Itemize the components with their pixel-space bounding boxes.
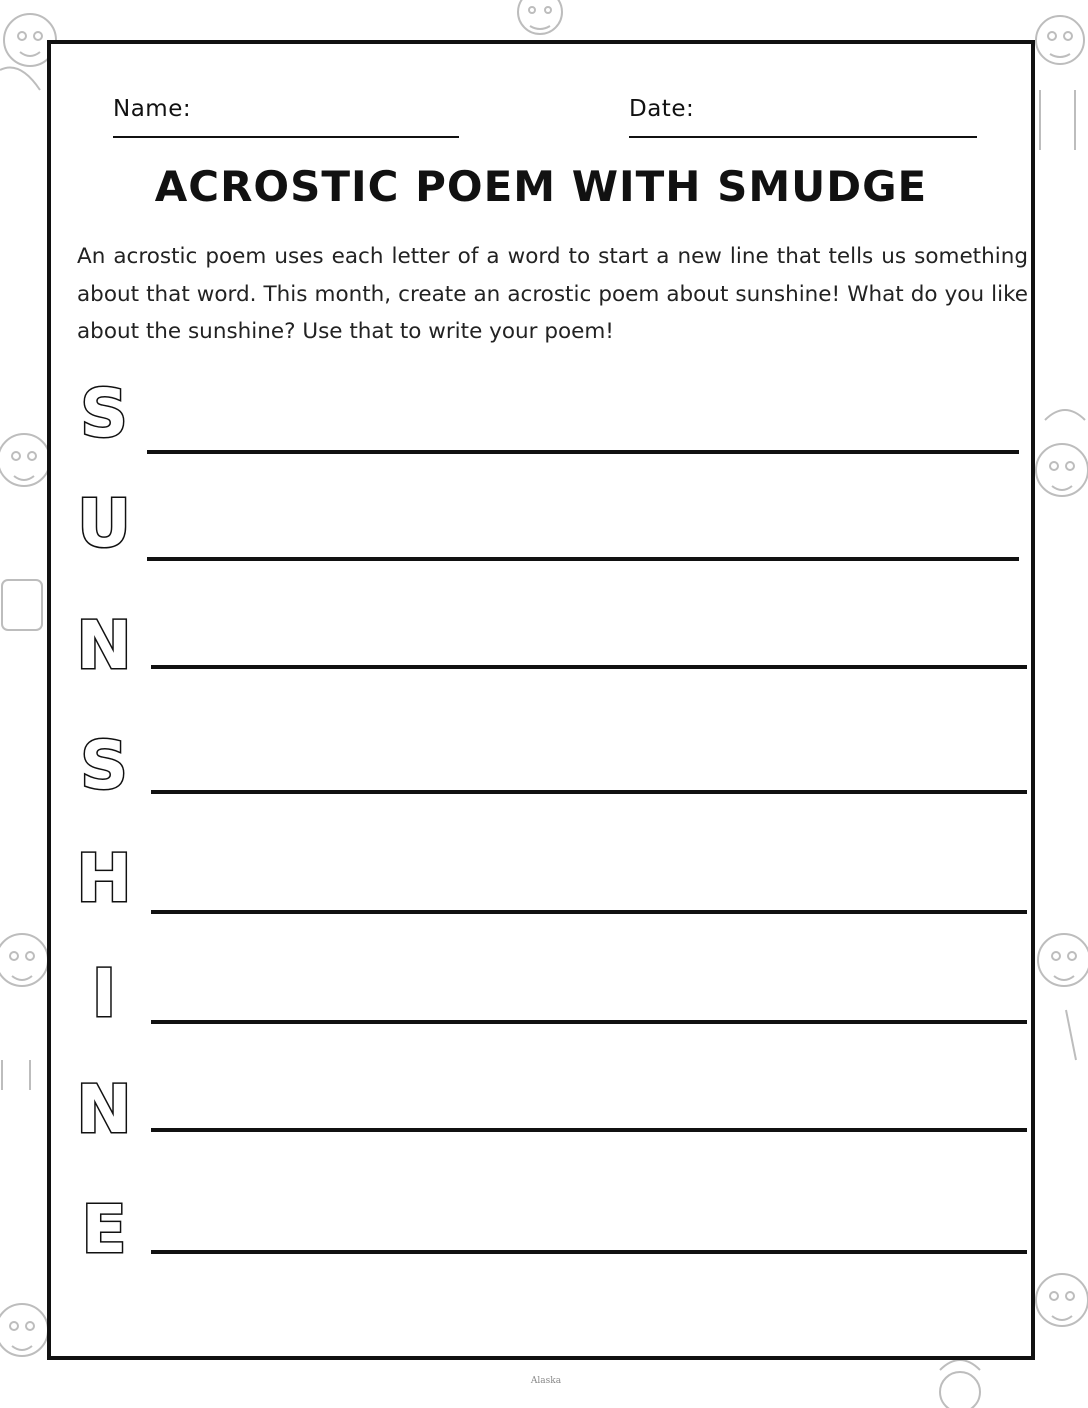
cartoon-character-icon: [0, 934, 48, 1090]
writing-line[interactable]: [151, 790, 1027, 794]
poem-row: [51, 954, 1031, 1034]
writing-line[interactable]: [147, 450, 1019, 454]
poem-row: [51, 606, 1031, 686]
poem-row: [51, 839, 1031, 919]
logo-text: Alaska: [530, 1376, 562, 1386]
name-field[interactable]: [113, 96, 459, 138]
poem-row: [51, 726, 1031, 806]
page-title: ACROSTIC POEM WITH SMUDGE: [154, 162, 928, 211]
writing-line[interactable]: [151, 1020, 1027, 1024]
publisher-logo: [524, 1376, 568, 1404]
poem-row: [51, 1070, 1031, 1150]
acrostic-letter: E: [81, 1191, 127, 1268]
cartoon-character-icon: [1036, 1274, 1088, 1326]
writing-line[interactable]: [151, 1250, 1027, 1254]
name-label: Name:: [113, 96, 192, 122]
acrostic-letter: S: [80, 375, 128, 452]
cartoon-character-icon: [940, 1360, 980, 1408]
date-label: Date:: [629, 96, 695, 122]
instructions-text: An acrostic poem uses each letter of a word to start a new line that tells us something about that word. This month, create an acrostic poem about sunshine! What do you like about the sunshine? Use that to write your poem!: [77, 244, 1028, 344]
cartoon-character-icon: [1036, 410, 1088, 496]
cartoon-character-icon: [1038, 934, 1088, 1060]
writing-line[interactable]: [151, 910, 1027, 914]
cartoon-character-icon: [1036, 16, 1084, 150]
acrostic-letter: U: [77, 485, 131, 562]
cartoon-character-icon: [0, 1304, 48, 1356]
poem-row: [51, 484, 1031, 564]
worksheet: [47, 40, 1035, 1360]
poem-row: [51, 1190, 1031, 1270]
date-field[interactable]: [629, 96, 977, 138]
poem-row: [51, 374, 1031, 454]
acrostic-letter: I: [91, 955, 117, 1032]
writing-line[interactable]: [147, 557, 1019, 561]
acrostic-letter: H: [76, 840, 132, 917]
cartoon-character-icon: [518, 0, 562, 34]
acrostic-letter: N: [76, 1071, 132, 1148]
cartoon-character-icon: [0, 434, 50, 630]
writing-line[interactable]: [151, 1128, 1027, 1132]
acrostic-letter: S: [80, 727, 128, 804]
acrostic-letter: N: [76, 607, 132, 684]
writing-line[interactable]: [151, 665, 1027, 669]
